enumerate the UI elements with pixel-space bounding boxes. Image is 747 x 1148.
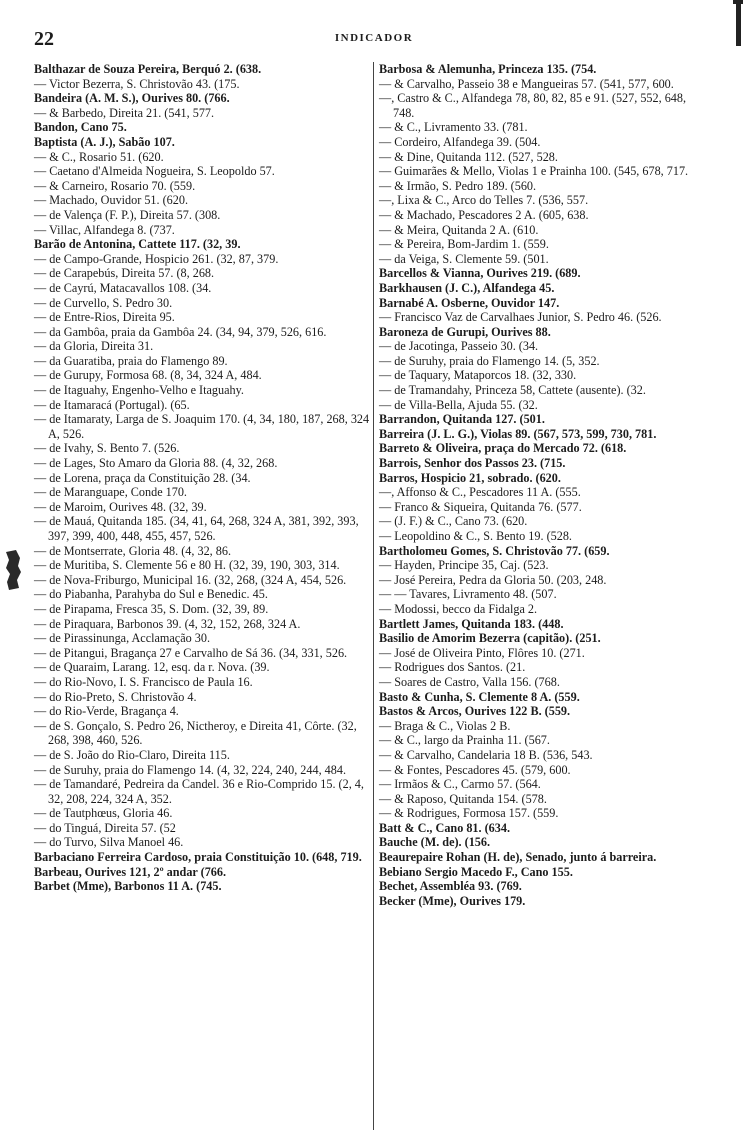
- directory-entry: — de Itaguahy, Engenho-Velho e Itaguahy.: [34, 383, 244, 398]
- directory-entry: — de Ivahy, S. Bento 7. (526.: [34, 441, 180, 456]
- directory-entry: — Leopoldino & C., S. Bento 19. (528.: [379, 529, 572, 543]
- directory-entry: — & C., Livramento 33. (781.: [379, 120, 528, 135]
- column-divider: [373, 62, 374, 1130]
- directory-entry: — de Entre-Rios, Direita 95.: [34, 310, 175, 325]
- directory-entry: Barbaciano Ferreira Cardoso, praia Constituição 10. (648, 719.: [34, 850, 362, 865]
- directory-entry: — de Jacotinga, Passeio 30. (34.: [379, 339, 539, 354]
- directory-entry: — Franco & Siqueira, Quitanda 76. (577.: [379, 499, 582, 514]
- page-number: 22: [34, 28, 54, 50]
- directory-entry: — & Carneiro, Rosario 70. (559.: [34, 178, 196, 193]
- directory-entry: Basilio de Amorim Bezerra (capitão). (251.: [379, 631, 601, 646]
- directory-entry: — de Itamaraty, Larga de S. Joaquim 170. (4, 34, 180, 187, 268, 324 A, 526.: [34, 412, 370, 441]
- directory-entry: — de Maranguape, Conde 170.: [34, 485, 187, 500]
- directory-entry: — Guimarães & Mello, Violas 1 e Prainha 100. (545, 678, 717.: [379, 164, 689, 179]
- directory-entry: — da Gambôa, praia da Gambôa 24. (34, 94, 379, 526, 616.: [34, 324, 327, 339]
- directory-entry: — de Pitangui, Bragança 27 e Carvalho de Sá 36. (34, 331, 526.: [34, 645, 348, 660]
- directory-entry: — Victor Bezerra, S. Christovão 43. (175.: [34, 76, 240, 91]
- directory-entry: — de Nova-Friburgo, Municipal 16. (32, 268, (324 A, 454, 526.: [34, 572, 347, 587]
- directory-entry: — de Lages, Sto Amaro da Gloria 88. (4, 32, 268.: [34, 456, 278, 471]
- directory-entry: — José de Oliveira Pinto, Flôres 10. (271.: [379, 645, 585, 660]
- directory-entry: — de Suruhy, praia do Flamengo 14. (4, 32, 224, 240, 244, 484.: [34, 762, 346, 777]
- directory-entry: — de Carapebús, Direita 57. (8, 268.: [34, 266, 215, 281]
- directory-entry: — — Tavares, Livramento 48. (507.: [379, 587, 557, 602]
- directory-entry: — Modossi, becco da Fidalga 2.: [379, 601, 538, 616]
- directory-entry: — & Irmão, S. Pedro 189. (560.: [379, 178, 537, 193]
- directory-entry: Becker (Mme), Ourives 179.: [379, 893, 526, 908]
- directory-entry: — (J. F.) & C., Cano 73. (620.: [379, 514, 528, 529]
- directory-entry: Bandon, Cano 75.: [34, 120, 127, 135]
- directory-entry: — de Piraquara, Barbonos 39. (4, 32, 152, 268, 324 A.: [34, 616, 301, 631]
- right-column: [379, 62, 709, 908]
- directory-entry: Bandeira (A. M. S.), Ourives 80. (766.: [34, 91, 230, 106]
- directory-entry: — do Tinguá, Direita 57. (52: [34, 820, 176, 835]
- directory-entry: — de Tramandahy, Princeza 58, Cattete (ausente). (32.: [379, 383, 646, 398]
- directory-entry: — & Machado, Pescadores 2 A. (605, 638.: [379, 207, 589, 222]
- directory-entry: Basto & Cunha, S. Clemente 8 A. (559.: [379, 689, 580, 704]
- directory-entry: — de Cayrú, Matacavallos 108. (34.: [34, 280, 212, 295]
- directory-entry: — de Muritiba, S. Clemente 56 e 80 H. (32, 39, 190, 303, 314.: [34, 558, 340, 573]
- directory-entry: — & Barbedo, Direita 21. (541, 577.: [34, 105, 215, 120]
- directory-entry: — Irmãos & C., Carmo 57. (564.: [379, 777, 541, 792]
- directory-entry: — de Pirassinunga, Acclamação 30.: [34, 631, 210, 646]
- directory-entry: — de Suruhy, praia do Flamengo 14. (5, 352.: [379, 353, 600, 368]
- binding-mark-icon: [731, 0, 747, 46]
- ink-blot-icon: [4, 548, 22, 592]
- directory-entry: Beaurepaire Rohan (H. de), Senado, junto á barreira.: [379, 850, 657, 865]
- directory-entry: —, Lixa & C., Arco do Telles 7. (536, 557.: [379, 193, 589, 208]
- directory-entry: — da Gloria, Direita 31.: [34, 339, 154, 354]
- directory-entry: Baptista (A. J.), Sabão 107.: [34, 134, 175, 149]
- directory-entry: — de Mauá, Quitanda 185. (34, 41, 64, 268, 324 A, 381, 392, 393, 397, 399, 400, 448, 455, 457, 526.: [34, 514, 359, 543]
- directory-entry: — de Campo-Grande, Hospicio 261. (32, 87, 379.: [34, 251, 279, 266]
- directory-entry: Barbeau, Ourives 121, 2º andar (766.: [34, 864, 227, 879]
- directory-entry: — & Fontes, Pescadores 45. (579, 600.: [379, 762, 571, 777]
- directory-entry: Barkhausen (J. C.), Alfandega 45.: [379, 280, 555, 295]
- directory-entry: — & Dine, Quitanda 112. (527, 528.: [379, 149, 558, 164]
- directory-entry: — Francisco Vaz de Carvalhaes Junior, S. Pedro 46. (526.: [379, 310, 662, 325]
- left-column: [34, 62, 370, 894]
- directory-entry: — de Villa-Bella, Ajuda 55. (32.: [379, 397, 538, 412]
- directory-entry: Bechet, Assembléa 93. (769.: [379, 879, 522, 894]
- directory-entry: Barnabé A. Osberne, Ouvidor 147.: [379, 295, 560, 310]
- directory-entry: — de Tautphœus, Gloria 46.: [34, 806, 173, 821]
- directory-entry: — Cordeiro, Alfandega 39. (504.: [379, 134, 541, 149]
- directory-entry: —, Castro & C., Alfandega 78, 80, 82, 85 e 91. (527, 552, 648, 748.: [379, 91, 687, 120]
- directory-entry: Bastos & Arcos, Ourives 122 B. (559.: [379, 704, 571, 719]
- directory-entry: — de Tamandaré, Pedreira da Candel. 36 e Rio-Comprido 15. (2, 4, 32, 208, 224, 324 A, 352.: [34, 777, 364, 806]
- directory-entry: — & C., Rosario 51. (620.: [34, 149, 164, 164]
- directory-entry: — da Guaratiba, praia do Flamengo 89.: [34, 353, 228, 368]
- directory-entry: — Machado, Ouvidor 51. (620.: [34, 193, 189, 208]
- directory-entry: — Hayden, Principe 35, Caj. (523.: [379, 558, 549, 573]
- directory-entry: — de Lorena, praça da Constituição 28. (34.: [34, 470, 251, 485]
- directory-entry: Batt & C., Cano 81. (634.: [379, 820, 511, 835]
- directory-entry: — Soares de Castro, Valla 156. (768.: [379, 674, 560, 689]
- directory-entry: Baroneza de Gurupi, Ourives 88.: [379, 324, 551, 339]
- directory-entry: Bebiano Sergio Macedo F., Cano 155.: [379, 864, 573, 879]
- directory-entry: — & Carvalho, Passeio 38 e Mangueiras 57. (541, 577, 600.: [379, 76, 674, 91]
- directory-entry: — de Valença (F. P.), Direita 57. (308.: [34, 207, 221, 222]
- directory-entry: — do Piabanha, Parahyba do Sul e Benedic. 45.: [34, 587, 268, 602]
- directory-entry: Bauche (M. de). (156.: [379, 835, 491, 850]
- directory-entry: — Braga & C., Violas 2 B.: [379, 718, 511, 733]
- directory-entry: — do Rio-Preto, S. Christovão 4.: [34, 689, 197, 704]
- directory-entry: — José Pereira, Pedra da Gloria 50. (203, 248.: [379, 572, 607, 587]
- directory-entry: Bartlett James, Quitanda 183. (448.: [379, 616, 564, 631]
- running-title: INDICADOR: [334, 32, 414, 44]
- directory-entry: — de Taquary, Mataporcos 18. (32, 330.: [379, 368, 577, 383]
- directory-entry: — de Montserrate, Gloria 48. (4, 32, 86.: [34, 543, 231, 558]
- directory-entry: — do Rio-Novo, I. S. Francisco de Paula 16.: [34, 674, 253, 689]
- directory-entry: — de Maroim, Ourives 48. (32, 39.: [34, 499, 207, 514]
- directory-entry: — da Veiga, S. Clemente 59. (501.: [379, 251, 549, 266]
- directory-entry: Barcellos & Vianna, Ourives 219. (689.: [379, 266, 581, 281]
- directory-entry: Barão de Antonina, Cattete 117. (32, 39.: [34, 237, 241, 252]
- directory-entry: — de S. João do Rio-Claro, Direita 115.: [34, 747, 230, 762]
- directory-entry: Barreira (J. L. G.), Violas 89. (567, 573, 599, 730, 781.: [379, 426, 657, 441]
- directory-entry: — Rodrigues dos Santos. (21.: [379, 660, 526, 675]
- directory-entry: — de Quaraim, Larang. 12, esq. da r. Nova. (39.: [34, 660, 270, 675]
- directory-entry: — & C., largo da Prainha 11. (567.: [379, 733, 550, 748]
- directory-entry: Barros, Hospicio 21, sobrado. (620.: [379, 470, 561, 485]
- directory-entry: Barbet (Mme), Barbonos 11 A. (745.: [34, 879, 222, 894]
- directory-entry: —, Affonso & C., Pescadores 11 A. (555.: [379, 485, 581, 500]
- directory-entry: — de Curvello, S. Pedro 30.: [34, 295, 173, 310]
- directory-entry: Bartholomeu Gomes, S. Christovão 77. (659.: [379, 543, 610, 558]
- directory-entry: — de Pirapama, Fresca 35, S. Dom. (32, 39, 89.: [34, 601, 269, 616]
- directory-entry: Barbosa & Alemunha, Princeza 135. (754.: [379, 62, 597, 76]
- directory-entry: — & Meira, Quitanda 2 A. (610.: [379, 222, 539, 237]
- directory-entry: — & Raposo, Quitanda 154. (578.: [379, 791, 547, 806]
- directory-entry: Barrois, Senhor dos Passos 23. (715.: [379, 456, 566, 471]
- directory-entry: — & Rodrigues, Formosa 157. (559.: [379, 806, 559, 821]
- directory-entry: Balthazar de Souza Pereira, Berquó 2. (638.: [34, 62, 262, 76]
- directory-entry: — de S. Gonçalo, S. Pedro 26, Nictheroy, e Direita 41, Côrte. (32, 268, 398, 460, 526.: [34, 718, 357, 748]
- page-header: [34, 28, 714, 52]
- directory-entry: — do Turvo, Silva Manoel 46.: [34, 835, 184, 850]
- directory-entry: Barreto & Oliveira, praça do Mercado 72. (618.: [379, 441, 627, 456]
- directory-entry: — & Carvalho, Candelaria 18 B. (536, 543.: [379, 747, 593, 762]
- directory-entry: — Villac, Alfandega 8. (737.: [34, 222, 175, 237]
- directory-entry: — do Rio-Verde, Bragança 4.: [34, 704, 179, 719]
- directory-entry: — de Gurupy, Formosa 68. (8, 34, 324 A, 484.: [34, 368, 262, 383]
- directory-entry: Barrandon, Quitanda 127. (501.: [379, 412, 545, 427]
- directory-entry: — & Pereira, Bom-Jardim 1. (559.: [379, 237, 549, 252]
- directory-entry: — de Itamaracá (Portugal). (65.: [34, 397, 190, 412]
- directory-entry: — Caetano d'Almeida Nogueira, S. Leopoldo 57.: [34, 164, 275, 179]
